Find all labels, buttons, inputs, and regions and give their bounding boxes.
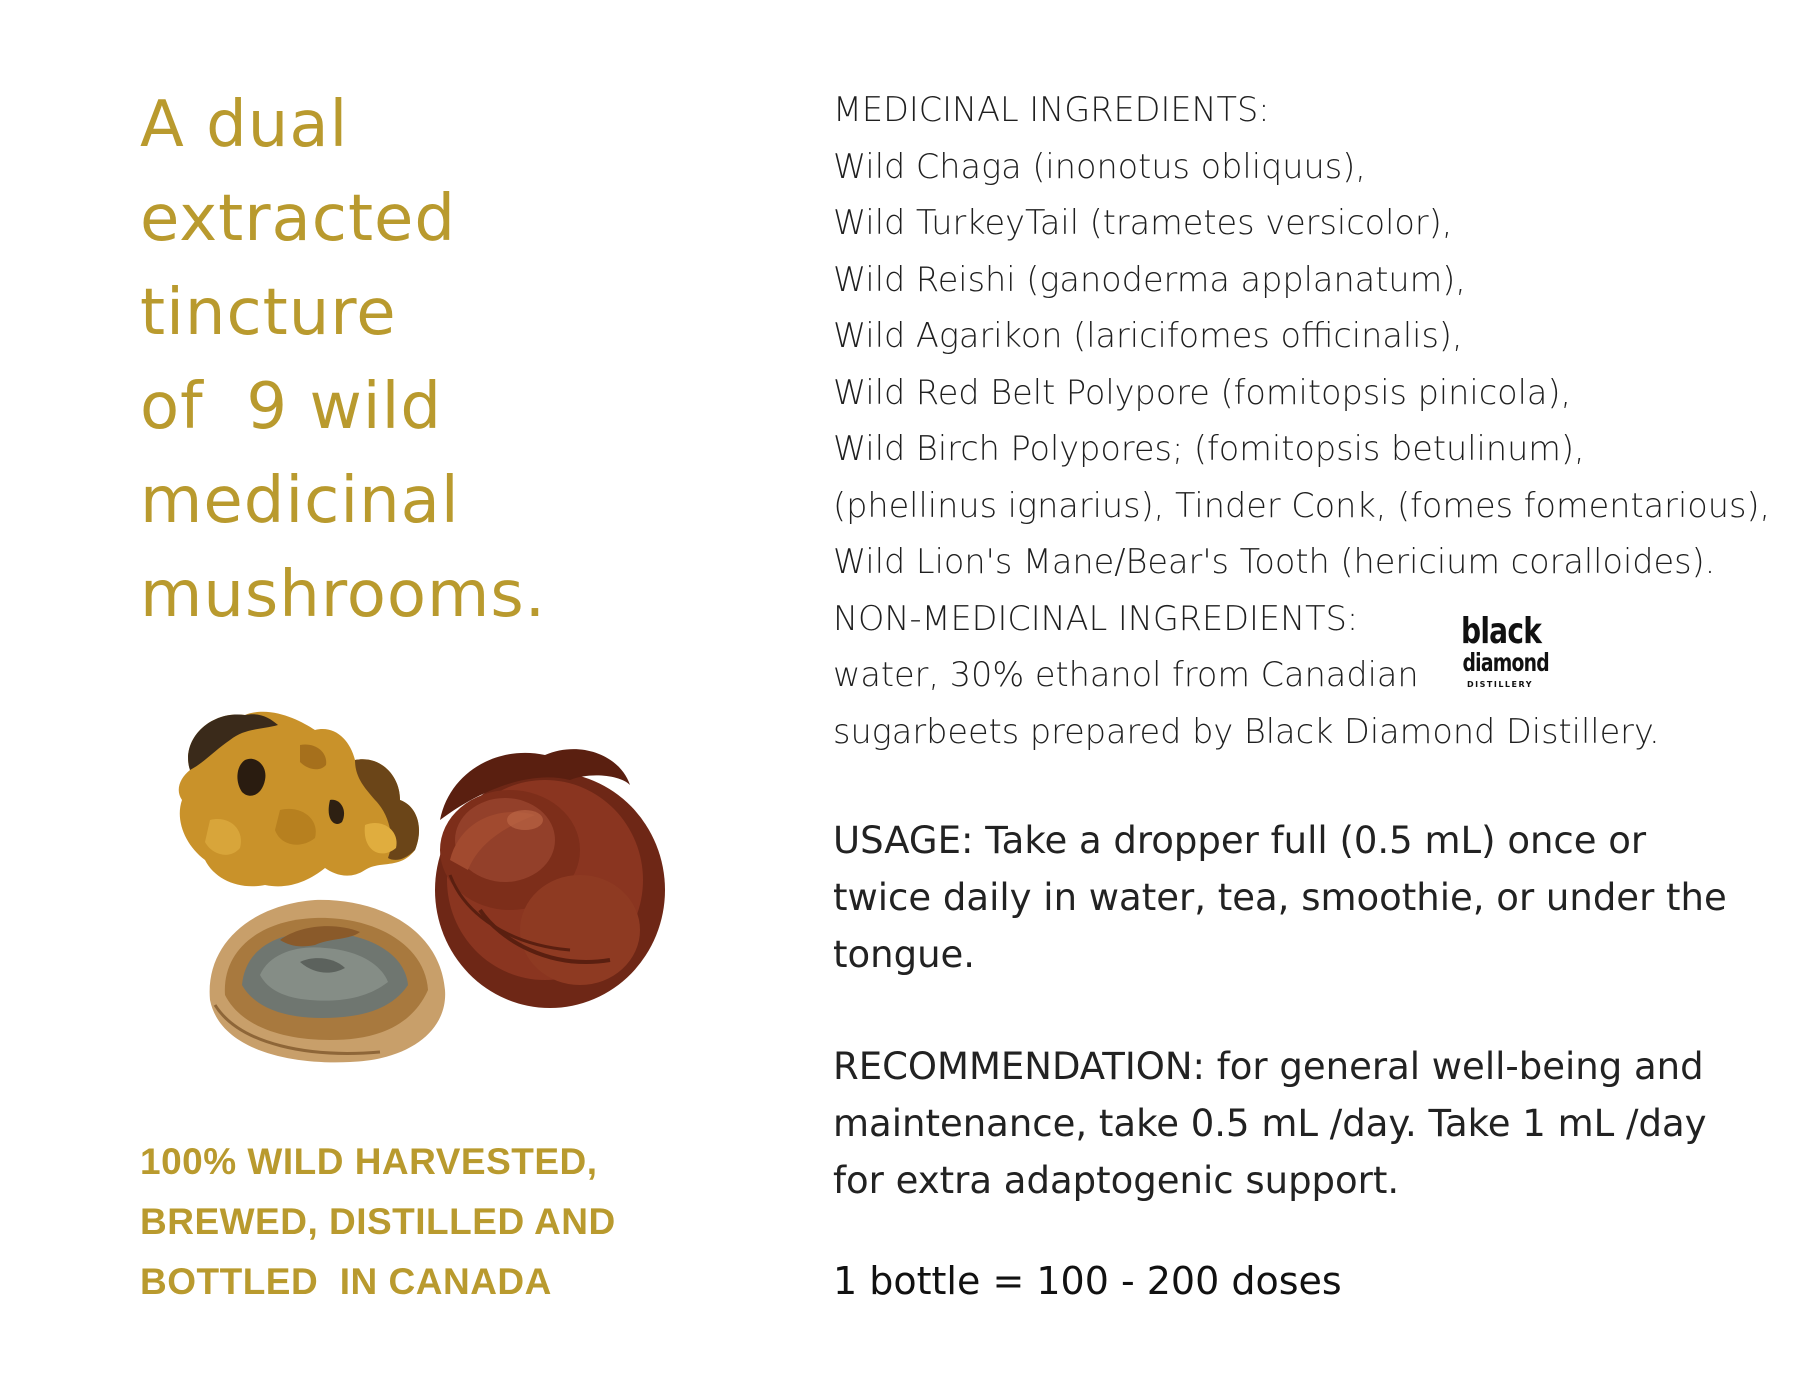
ingredient-line: Wild Red Belt Polypore (fomitopsis pinicola), xyxy=(833,372,1572,412)
headline-line: medicinal xyxy=(140,464,460,538)
logo-text-distillery: DISTILLERY xyxy=(1467,680,1533,689)
medicinal-ingredients-heading: MEDICINAL INGREDIENTS: xyxy=(833,90,1270,129)
polypore-mushroom xyxy=(210,900,446,1062)
logo-text-diamond: diamond xyxy=(1462,648,1549,677)
non-medicinal-line: water, 30% ethanol from Canadian xyxy=(833,655,1419,694)
recommendation-line: for extra adaptogenic support. xyxy=(833,1159,1400,1202)
ingredient-line: Wild Chaga (inonotus obliquus), xyxy=(833,146,1366,186)
chaga-mushroom xyxy=(179,712,419,887)
recommendation-line: RECOMMENDATION: for general well-being and xyxy=(833,1045,1704,1088)
headline xyxy=(140,78,700,642)
headline-line: extracted xyxy=(140,182,457,256)
ingredient-line: Wild TurkeyTail (trametes versicolor), xyxy=(833,203,1453,242)
headline-line: tincture xyxy=(140,276,397,350)
ingredient-line: Wild Agarikon (laricifomes officinalis), xyxy=(833,316,1463,355)
non-medicinal-ingredients-heading: NON-MEDICINAL INGREDIENTS: xyxy=(833,598,1359,638)
headline-line: A dual xyxy=(140,88,349,162)
doses-per-bottle: 1 bottle = 100 - 200 doses xyxy=(833,1259,1342,1303)
recommendation-line: maintenance, take 0.5 mL /day. Take 1 mL /day xyxy=(833,1102,1707,1145)
black-diamond-distillery-logo xyxy=(1450,611,1550,689)
usage-section xyxy=(833,812,1763,983)
reishi-mushroom xyxy=(435,749,665,1008)
usage-line: twice daily in water, tea, smoothie, or under the xyxy=(833,876,1727,919)
claim-line: BOTTLED IN CANADA xyxy=(140,1261,552,1302)
ingredients-section xyxy=(833,82,1793,760)
claim-line: BREWED, DISTILLED AND xyxy=(140,1201,616,1242)
wild-harvested-claim xyxy=(140,1132,700,1312)
headline-line: of 9 wild xyxy=(140,370,442,444)
logo-text-black: black xyxy=(1461,611,1542,652)
claim-line: 100% WILD HARVESTED, xyxy=(140,1141,598,1182)
ingredient-line: Wild Birch Polypores; (fomitopsis betulinum), xyxy=(833,429,1585,468)
usage-line: USAGE: Take a dropper full (0.5 mL) once or xyxy=(833,819,1647,862)
usage-line: tongue. xyxy=(833,933,976,976)
recommendation-section xyxy=(833,1038,1763,1209)
ingredient-line: Wild Reishi (ganoderma applanatum), xyxy=(833,259,1466,299)
non-medicinal-line: sugarbeets prepared by Black Diamond Distillery. xyxy=(833,711,1660,751)
mushrooms-photo xyxy=(150,700,670,1080)
ingredient-line: (phellinus ignarius), Tinder Conk, (fomes fomentarious), xyxy=(833,485,1771,525)
ingredient-line: Wild Lion's Mane/Bear's Tooth (hericium coralloides). xyxy=(833,542,1716,581)
headline-line: mushrooms. xyxy=(140,558,547,632)
